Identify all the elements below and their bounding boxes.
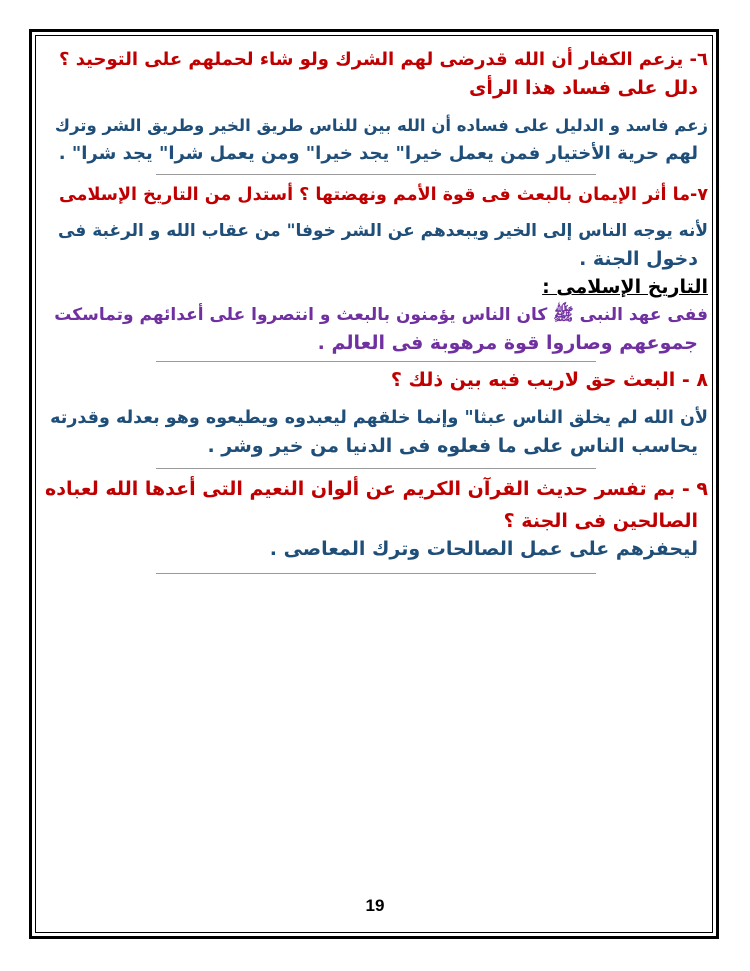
q8-answer-line2: يحاسب الناس على ما فعلوه فى الدنيا من خير وشر . [207, 435, 698, 457]
q9-answer: ليحفزهم على عمل الصالحات وترك المعاصى . [269, 538, 698, 560]
separator-line [156, 573, 596, 574]
q8-question: ٨ - البعث حق لاريب فيه بين ذلك ؟ [390, 369, 708, 391]
q7-history-line1: ففى عهد النبى ﷺ كان الناس يؤمنون بالبعث و انتصروا على أعدائهم وتماسكت [54, 305, 708, 325]
q6-question-line2: دلل على فساد هذا الرأى [469, 77, 698, 99]
q6-question-line1: ٦- يزعم الكفار أن الله قدرضى لهم الشرك ولو شاء لحملهم على التوحيد ؟ [59, 49, 708, 70]
page-number: 19 [365, 896, 385, 915]
separator-line [156, 361, 596, 362]
q6-answer-line1: زعم فاسد و الدليل على فساده أن الله بين للناس طريق الخير وطريق الشر وترك [54, 116, 708, 135]
q8-answer-line1: لأن الله لم يخلق الناس عبثا" وإنما خلقهم ليعبدوه ويطيعوه وهو بعدله وقدرته [50, 408, 708, 428]
q6-answer-line2: لهم حرية الأختيار فمن يعمل خيرا" يجد خيرا" ومن يعمل شرا" يجد شرا" . [58, 143, 698, 164]
q7-history-heading: التاريخ الإسلامى : [542, 276, 708, 298]
q9-question-line1: ٩ - بم تفسر حديث القرآن الكريم عن ألوان النعيم التى أعدها الله لعباده [44, 478, 708, 500]
q7-answer-line1: لأنه يوجه الناس إلى الخير ويبعدهم عن الشر خوفا" من عقاب الله و الرغبة فى [57, 221, 708, 241]
separator-line [156, 174, 596, 175]
q9-question-line2: الصالحين فى الجنة ؟ [503, 510, 698, 532]
page-content [44, 40, 708, 574]
separator-line [156, 468, 596, 469]
q7-question: ٧-ما أثر الإيمان بالبعث فى قوة الأمم ونهضتها ؟ أستدل من التاريخ الإسلامى [58, 185, 708, 205]
q7-answer-line2: دخول الجنة . [579, 248, 698, 270]
q7-history-line2: جموعهم وصاروا قوة مرهوبة فى العالم . [317, 332, 698, 354]
